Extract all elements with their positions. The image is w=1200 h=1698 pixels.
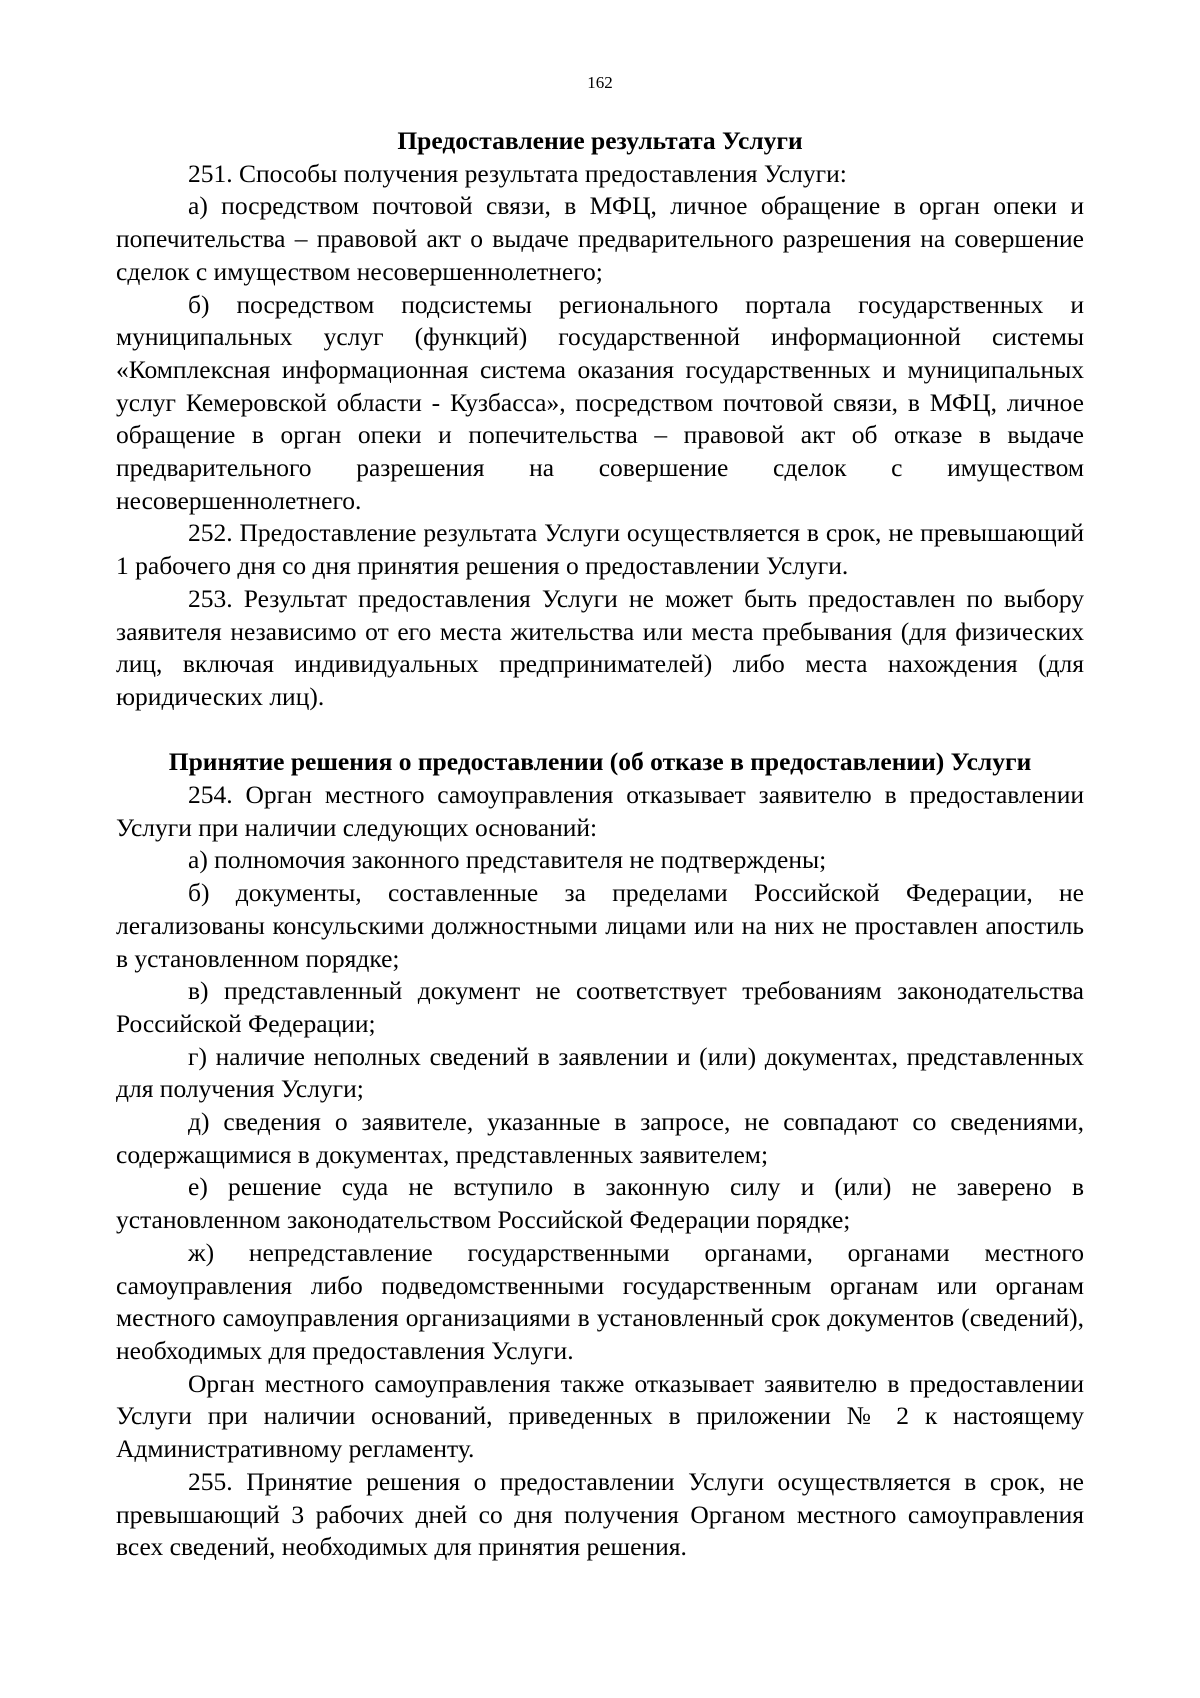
clause-254-d: д) сведения о заявителе, указанные в запросе, не совпадают со сведениями, содержащимися в документах, представленных заявителем;: [116, 1107, 1084, 1169]
clause-254-a: а) полномочия законного представителя не подтверждены;: [188, 845, 827, 875]
clause-254-zh: ж) непредставление государственными органами, органами местного самоуправления либо подведомственными государственным органам или органам местного самоуправления организациями в установленный срок документов (сведений), необходимых для предоставления Услуги.: [116, 1237, 1084, 1365]
clause-252: 252. Предоставление результата Услуги осуществляется в срок, не превышающий 1 рабочего дня со дня принятия решения о предоставлении Услуги.: [116, 518, 1084, 581]
clause-254-b: б) документы, составленные за пределами Российской Федерации, не легализованы консульскими должностными лицами или на них не проставлен апостиль в установленном порядке;: [116, 878, 1084, 973]
section-heading-decision: Принятие решения о предоставлении (об отказе в предоставлении) Услуги: [168, 747, 1032, 777]
clause-255: 255. Принятие решения о предоставлении Услуги осуществляется в срок, не превышающий 3 рабочих дней со дня получения Органом местного самоуправления всех сведений, необходимых для принятия решения.: [116, 1466, 1084, 1562]
clause-253: 253. Результат предоставления Услуги не может быть предоставлен по выбору заявителя независимо от его места жительства или места пребывания (для физических лиц, включая индивидуальных предпринимателей) либо места нахождения (для юридических лиц).: [116, 583, 1084, 711]
clause-251-b: б) посредством подсистемы регионального портала государственных и муниципальных услуг (функций) государственной информационной системы «Комплексная информационная система оказания государственных и муниципальных услуг Кемеровской области - Кузбасса», посредством почтовой связи, в МФЦ, личное обращение в орган опеки и попечительства – правовой акт об отказе в выдаче предварительного разрешения на совершение сделок с имуществом несовершеннолетнего.: [116, 289, 1084, 515]
clause-254-also: Орган местного самоуправления также отказывает заявителю в предоставлении Услуги при наличии оснований, приведенных в приложении № 2 к настоящему Административному регламенту.: [116, 1368, 1084, 1464]
document-body: [116, 125, 1084, 1564]
section-spacer: [116, 714, 1084, 747]
clause-254-e: е) решение суда не вступило в законную силу и (или) не заверено в установленном законодательством Российской Федерации порядке;: [116, 1172, 1084, 1235]
clause-254: 254. Орган местного самоуправления отказывает заявителю в предоставлении Услуги при наличии следующих оснований:: [116, 780, 1084, 842]
page-number: 162: [587, 73, 613, 92]
clause-254-v: в) представленный документ не соответствует требованиям законодательства Российской Федерации;: [116, 976, 1084, 1038]
clause-254-g: г) наличие неполных сведений в заявлении и (или) документах, представленных для получения Услуги;: [116, 1041, 1084, 1104]
clause-251-a: а) посредством почтовой связи, в МФЦ, личное обращение в орган опеки и попечительства – правовой акт о выдаче предварительного разрешения на совершение сделок с имуществом несовершеннолетнего;: [116, 191, 1084, 286]
section-heading-result: Предоставление результата Услуги: [397, 126, 803, 155]
clause-251: 251. Способы получения результата предоставления Услуги:: [188, 158, 847, 188]
